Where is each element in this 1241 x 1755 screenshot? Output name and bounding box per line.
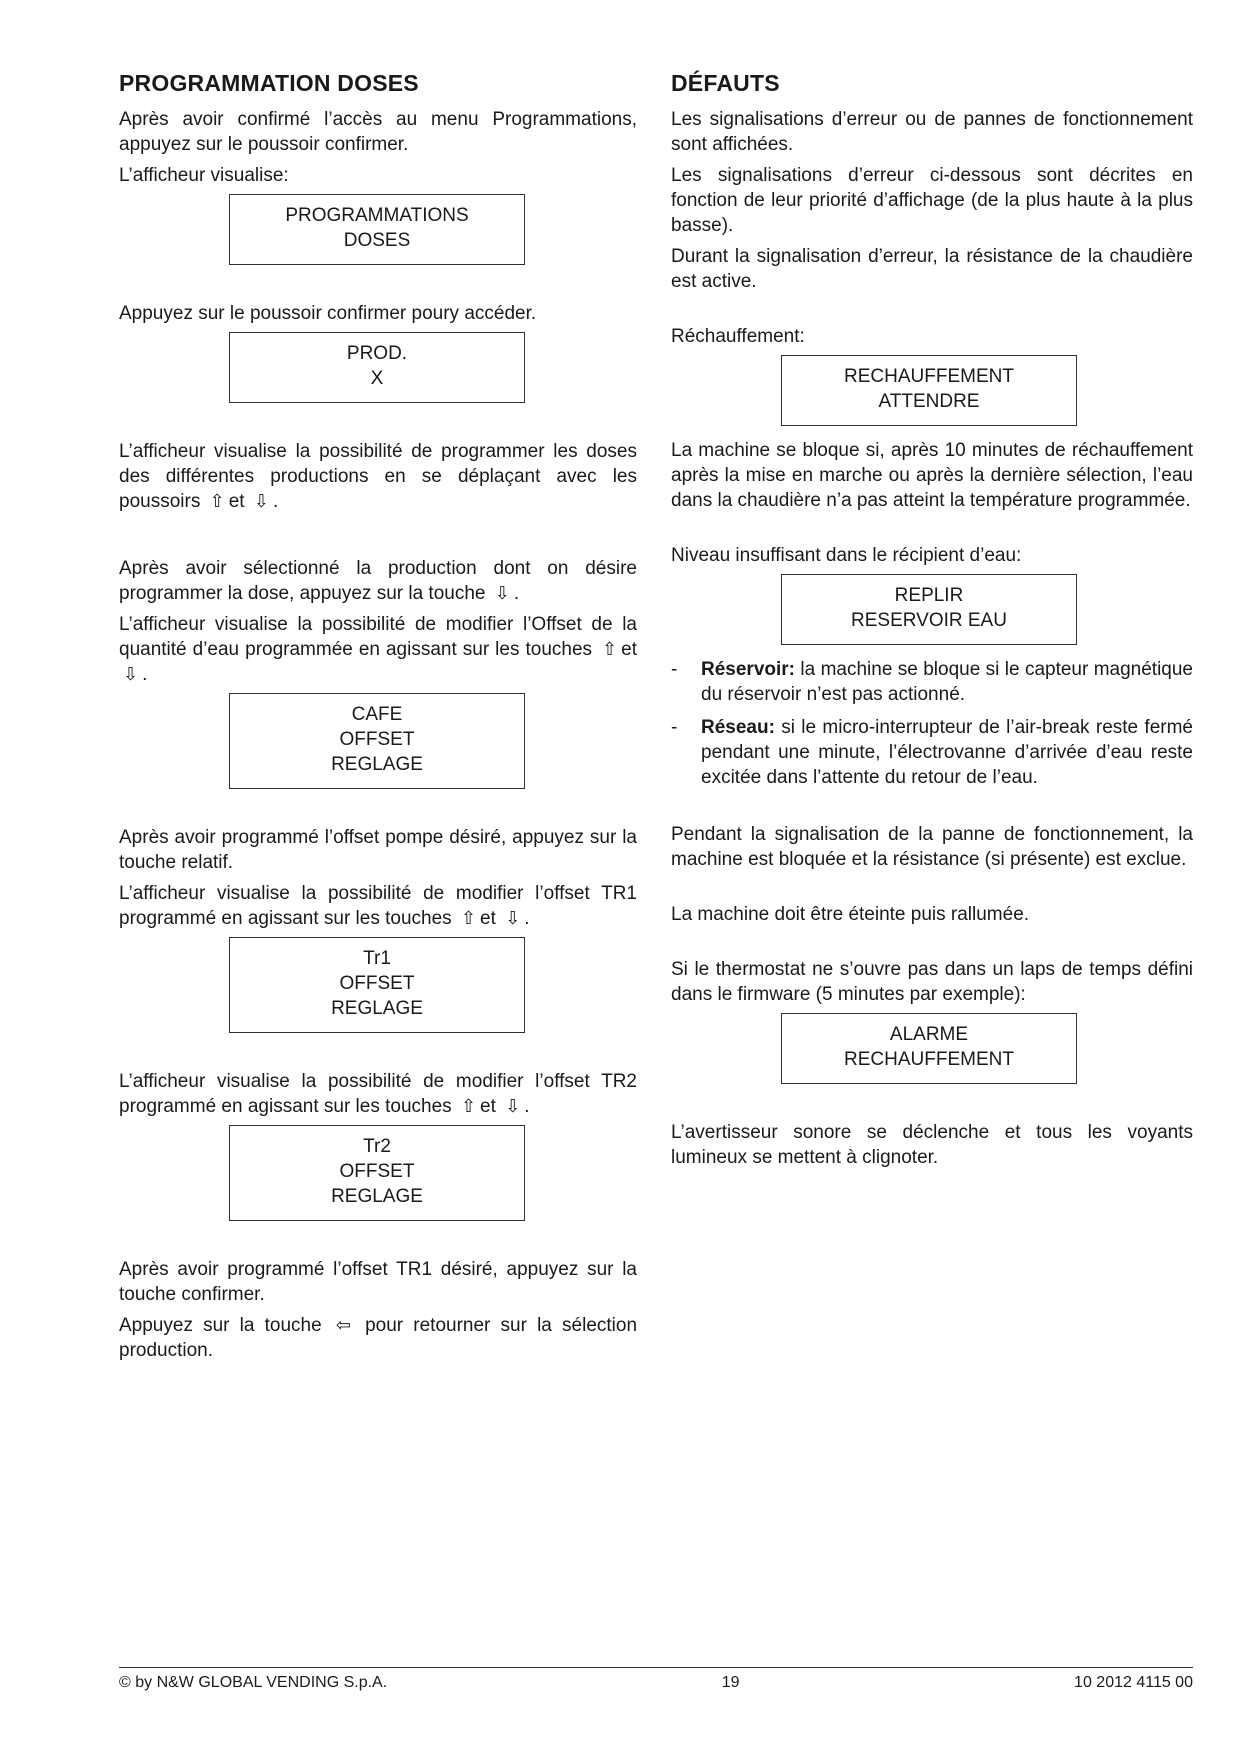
text: .	[524, 908, 530, 929]
footer-copyright: © by N&W GLOBAL VENDING S.p.A.	[119, 1674, 388, 1691]
down-arrow-icon: ⇩	[505, 1096, 521, 1116]
paragraph: Les signalisations d’erreur ou de pannes de fonctionnement sont affichées.	[671, 109, 1193, 155]
display-line: ALARME	[889, 1024, 969, 1045]
display-box-tr1-offset	[229, 937, 525, 1033]
display-line: OFFSET	[339, 1161, 415, 1182]
up-arrow-icon: ⇧	[460, 1096, 477, 1116]
display-line: Tr1	[363, 948, 391, 969]
section-heading-defauts: DÉFAUTS	[671, 70, 780, 96]
display-line: X	[370, 368, 384, 389]
list-item-reservoir	[671, 657, 1193, 707]
paragraph: Appuyez sur le poussoir confirmer poury accéder.	[119, 303, 537, 324]
text: L’afficheur visualise la possibilité de modifier l’offset TR1 programmé en agissant sur les touches	[119, 883, 637, 929]
paragraph: Après avoir programmé l’offset pompe désiré, appuyez sur la touche relatif.	[119, 827, 637, 873]
down-arrow-icon: ⇩	[253, 491, 269, 511]
up-arrow-icon: ⇧	[209, 491, 225, 511]
display-box-cafe-offset	[229, 693, 525, 789]
display-box-tr2-offset	[229, 1125, 525, 1221]
paragraph: Après avoir confirmé l’accès au menu Programmations, appuyez sur le poussoir confirmer.	[119, 109, 637, 155]
text: et	[480, 1096, 496, 1117]
display-line: DOSES	[343, 230, 411, 251]
paragraph: Les signalisations d’erreur ci-dessous sont décrites en fonction de leur priorité d’affichage (de la plus haute à la plus basse).	[671, 165, 1193, 236]
display-box-alarme-rechauffement	[781, 1013, 1077, 1084]
display-box-prod	[229, 332, 525, 403]
up-arrow-icon: ⇧	[460, 908, 477, 928]
paragraph: Réchauffement:	[671, 326, 805, 347]
display-line: RESERVOIR EAU	[851, 610, 1007, 631]
paragraph-arrows	[119, 1069, 637, 1119]
down-arrow-icon: ⇩	[123, 664, 139, 684]
text: .	[142, 664, 148, 685]
paragraph: Si le thermostat ne s’ouvre pas dans un laps de temps défini dans le firmware (5 minutes par exemple):	[671, 959, 1193, 1005]
text: .	[272, 491, 279, 512]
text: .	[524, 1096, 530, 1117]
up-arrow-icon: ⇧	[602, 639, 618, 659]
bullet-text: la machine se bloque si le capteur magnétique du réservoir n’est pas actionné.	[701, 659, 1193, 705]
display-line: PROD.	[346, 343, 408, 364]
display-line: REGLAGE	[331, 754, 423, 775]
left-arrow-icon: ⇦	[335, 1315, 351, 1335]
left-column	[119, 62, 637, 1369]
display-line: RECHAUFFEMENT	[844, 366, 1014, 387]
paragraph: Durant la signalisation d’erreur, la résistance de la chaudière est active.	[671, 246, 1193, 292]
list-item-reseau	[671, 715, 1193, 790]
display-line: REGLAGE	[331, 1186, 423, 1207]
footer-document-number: 10 2012 4115 00	[1074, 1674, 1193, 1691]
text: Appuyez sur la touche	[119, 1315, 322, 1336]
display-box-programmations-doses	[229, 194, 525, 265]
paragraph: L’avertisseur sonore se déclenche et tous les voyants lumineux se mettent à clignoter.	[671, 1122, 1193, 1168]
right-column	[671, 62, 1193, 1176]
display-line: OFFSET	[339, 973, 415, 994]
display-line: PROGRAMMATIONS	[285, 205, 469, 226]
page-footer	[119, 1667, 1193, 1692]
paragraph-arrows	[119, 439, 637, 514]
display-line: REGLAGE	[331, 998, 423, 1019]
bullet-label: Réservoir:	[701, 659, 795, 680]
paragraph: La machine se bloque si, après 10 minutes de réchauffement après la mise en marche ou après la dernière sélection, l’eau dans la chaudière n’a pas atteint la température programmée.	[671, 440, 1193, 511]
footer-page-number: 19	[721, 1674, 740, 1691]
paragraph-arrows	[119, 612, 637, 687]
text: .	[513, 583, 520, 604]
display-line: Tr2	[363, 1136, 391, 1157]
paragraph: Après avoir programmé l’offset TR1 désiré, appuyez sur la touche confirmer.	[119, 1259, 637, 1305]
paragraph-arrows	[119, 556, 637, 606]
display-box-rechauffement-attendre	[781, 355, 1077, 426]
bullet-dash: -	[671, 659, 678, 680]
text: Après avoir sélectionné la production dont on désire programmer la dose, appuyez sur la touche	[119, 558, 637, 604]
text: L’afficheur visualise la possibilité de modifier l’Offset de la quantité d’eau programmée en agissant sur les touches	[119, 614, 637, 660]
paragraph-arrows	[119, 1313, 637, 1363]
bullet-text: si le micro-interrupteur de l’air-break reste fermé pendant une minute, l’électrovanne d’arrivée d’eau reste excitée dans l’attente du retour de l’eau.	[701, 717, 1193, 788]
display-line: CAFE	[351, 704, 403, 725]
bullet-dash: -	[671, 717, 678, 738]
bullet-label: Réseau:	[701, 717, 775, 738]
paragraph: L’afficheur visualise:	[119, 165, 289, 186]
display-line: REPLIR	[894, 585, 964, 606]
paragraph-arrows	[119, 881, 637, 931]
paragraph: Pendant la signalisation de la panne de fonctionnement, la machine est bloquée et la résistance (si présente) est exclue.	[671, 824, 1193, 870]
text: L’afficheur visualise la possibilité de programmer les doses des différentes productions en se déplaçant avec les poussoirs	[119, 441, 637, 512]
display-box-replir-reservoir	[781, 574, 1077, 645]
text: et	[621, 639, 637, 660]
display-line: OFFSET	[339, 729, 415, 750]
display-line: ATTENDRE	[878, 391, 980, 412]
paragraph: La machine doit être éteinte puis rallumée.	[671, 904, 1030, 925]
paragraph: Niveau insuffisant dans le récipient d’eau:	[671, 545, 1022, 566]
text: pour retourner sur la sélection production.	[119, 1315, 638, 1361]
text: L’afficheur visualise la possibilité de modifier l’offset TR2 programmé en agissant sur les touches	[119, 1071, 637, 1117]
down-arrow-icon: ⇩	[505, 908, 521, 928]
down-arrow-icon: ⇩	[494, 583, 510, 603]
text: et	[480, 908, 496, 929]
display-line: RECHAUFFEMENT	[844, 1049, 1014, 1070]
text: et	[228, 491, 245, 512]
section-heading-programmation-doses: PROGRAMMATION DOSES	[119, 70, 419, 96]
